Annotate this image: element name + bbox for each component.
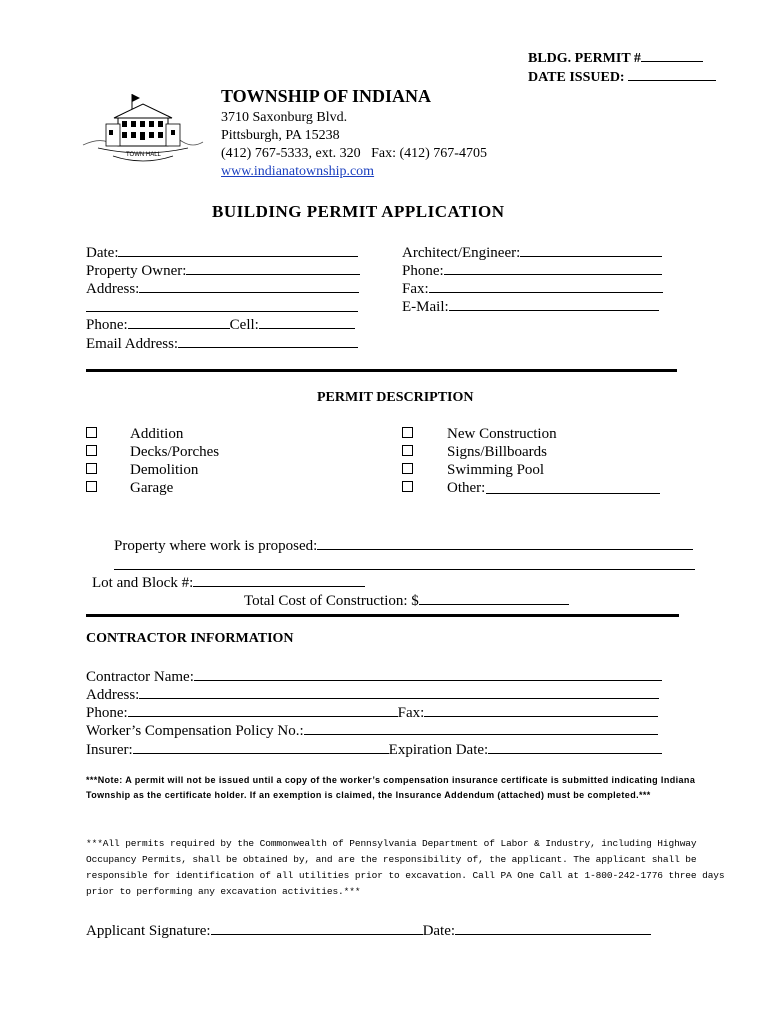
contractor-address-input[interactable] (139, 685, 659, 699)
contractor-name-label: Contractor Name: (86, 669, 194, 685)
signature-date-input[interactable] (455, 921, 651, 935)
date-issued-input[interactable] (628, 67, 716, 81)
insurer-label: Insurer: (86, 742, 133, 758)
total-cost-label: Total Cost of Construction: $ (244, 593, 419, 609)
property-work-field (114, 536, 693, 555)
workers-comp-field (86, 721, 658, 740)
email-label: Email Address: (86, 336, 179, 352)
property-owner-label: Property Owner: (86, 263, 187, 279)
option-label: New Construction (447, 426, 557, 442)
lot-block-input[interactable] (193, 573, 365, 587)
architect-field (402, 243, 662, 262)
contractor-name-input[interactable] (194, 667, 662, 681)
logo-text: TOWN HALL (126, 152, 161, 158)
address-line-1: 3710 Saxonburg Blvd. (221, 110, 348, 125)
phone-input[interactable] (128, 315, 230, 329)
contractor-fax-label: Fax: (397, 705, 425, 721)
cell-label: Cell: (229, 317, 259, 333)
architect-phone-input[interactable] (444, 261, 662, 275)
architect-email-input[interactable] (449, 297, 659, 311)
date-issued-label: DATE ISSUED: (528, 70, 625, 85)
permit-option-garage[interactable] (86, 480, 174, 497)
section-divider (86, 369, 677, 372)
phone-cell-field (86, 315, 355, 334)
permit-option-addition[interactable] (86, 426, 184, 443)
permit-number-label: BLDG. PERMIT # (528, 51, 641, 66)
org-name: TOWNSHIP OF INDIANA (221, 86, 432, 106)
signature-date-label: Date: (422, 923, 456, 939)
org-fax: Fax: (412) 767-4705 (371, 146, 487, 161)
insurer-input[interactable] (133, 740, 389, 754)
checkbox-addition[interactable] (86, 427, 97, 438)
contractor-name-field (86, 667, 662, 686)
signature-label: Applicant Signature: (86, 923, 211, 939)
email-field (86, 334, 358, 353)
contractor-address-field (86, 685, 659, 704)
signature-field (86, 921, 651, 940)
address-field (86, 279, 359, 298)
expiration-label: Expiration Date: (388, 742, 489, 758)
checkbox-new-construction[interactable] (402, 427, 413, 438)
architect-fax-input[interactable] (429, 279, 663, 293)
email-input[interactable] (178, 334, 358, 348)
permit-number-field (528, 48, 703, 67)
date-field (86, 243, 358, 262)
form-title: BUILDING PERMIT APPLICATION (212, 202, 505, 221)
address-input[interactable] (139, 279, 359, 293)
total-cost-input[interactable] (419, 591, 569, 605)
contractor-phone-field (86, 703, 658, 722)
architect-email-label: E-Mail: (402, 299, 449, 315)
option-label: Decks/Porches (130, 444, 220, 460)
signature-input[interactable] (211, 921, 423, 935)
contractor-phone-label: Phone: (86, 705, 128, 721)
contractor-fax-input[interactable] (424, 703, 658, 717)
phone-line (221, 146, 487, 162)
property-owner-field (86, 261, 360, 280)
insurer-field (86, 740, 662, 759)
property-work-label: Property where work is proposed: (114, 538, 318, 554)
section-divider (86, 614, 679, 617)
workers-comp-input[interactable] (304, 721, 658, 735)
phone-label: Phone: (86, 317, 128, 333)
permit-responsibility-note: ***All permits required by the Commonwealth of Pennsylvania Department of Labor & Industry, including Highway Occupancy Permits, shall be obtained by, and are the responsibility of, the applicant. The applicant shall be responsible for identification of all utilities prior to excavation. Call PA One Call at 1-800-242-1776 three days prior to performing any excavation activities.*** (86, 838, 725, 897)
address-line-2: Pittsburgh, PA 15238 (221, 128, 340, 143)
option-label: Addition (130, 426, 184, 442)
property-owner-input[interactable] (186, 261, 360, 275)
lot-block-field (92, 573, 365, 592)
checkbox-swimming-pool[interactable] (402, 463, 413, 474)
checkbox-signs[interactable] (402, 445, 413, 456)
cell-input[interactable] (259, 315, 355, 329)
option-label: Signs/Billboards (447, 444, 548, 460)
architect-fax-field (402, 279, 663, 298)
permit-description-heading: PERMIT DESCRIPTION (317, 390, 474, 405)
workers-comp-note: ***Note: A permit will not be issued until a copy of the worker’s compensation insurance certificate is submitted indicating Indiana Township as the certificate holder. If an exemption is claimed, the Insurance Addendum (attached) must be completed.*** (86, 775, 696, 800)
architect-label: Architect/Engineer: (402, 245, 521, 261)
website-link[interactable]: www.indianatownship.com (221, 164, 375, 179)
permit-option-demolition[interactable] (86, 462, 199, 479)
architect-fax-label: Fax: (402, 281, 429, 297)
other-input[interactable] (486, 480, 660, 494)
date-issued-field (528, 67, 716, 86)
option-label: Garage (130, 480, 174, 496)
address-label: Address: (86, 281, 140, 297)
checkbox-decks[interactable] (86, 445, 97, 456)
checkbox-other[interactable] (402, 481, 413, 492)
org-phone: (412) 767-5333, ext. 320 (221, 146, 361, 161)
checkbox-garage[interactable] (86, 481, 97, 492)
permit-option-decks[interactable] (86, 444, 220, 461)
expiration-input[interactable] (488, 740, 662, 754)
permit-option-other[interactable] (402, 480, 662, 497)
option-label: Demolition (130, 462, 199, 478)
contractor-heading: CONTRACTOR INFORMATION (86, 631, 294, 646)
permit-option-swimming-pool[interactable] (402, 462, 545, 479)
property-work-input[interactable] (317, 536, 693, 550)
date-input[interactable] (118, 243, 358, 257)
contractor-phone-input[interactable] (128, 703, 398, 717)
workers-comp-label: Worker’s Compensation Policy No.: (86, 723, 304, 739)
checkbox-demolition[interactable] (86, 463, 97, 474)
permit-option-signs[interactable] (402, 444, 548, 461)
date-label: Date: (86, 245, 119, 261)
property-work-line-2[interactable] (114, 569, 695, 570)
architect-phone-field (402, 261, 662, 280)
address-line-2-input[interactable] (86, 311, 358, 312)
architect-email-field (402, 297, 659, 316)
township-logo (78, 90, 208, 170)
permit-number-input[interactable] (641, 48, 703, 62)
total-cost-field (244, 591, 569, 610)
architect-phone-label: Phone: (402, 263, 444, 279)
permit-option-new-construction[interactable] (402, 426, 557, 443)
option-label: Swimming Pool (447, 462, 545, 478)
architect-input[interactable] (520, 243, 662, 257)
option-label: Other: (447, 480, 486, 496)
lot-block-label: Lot and Block #: (92, 575, 194, 591)
contractor-address-label: Address: (86, 687, 140, 703)
